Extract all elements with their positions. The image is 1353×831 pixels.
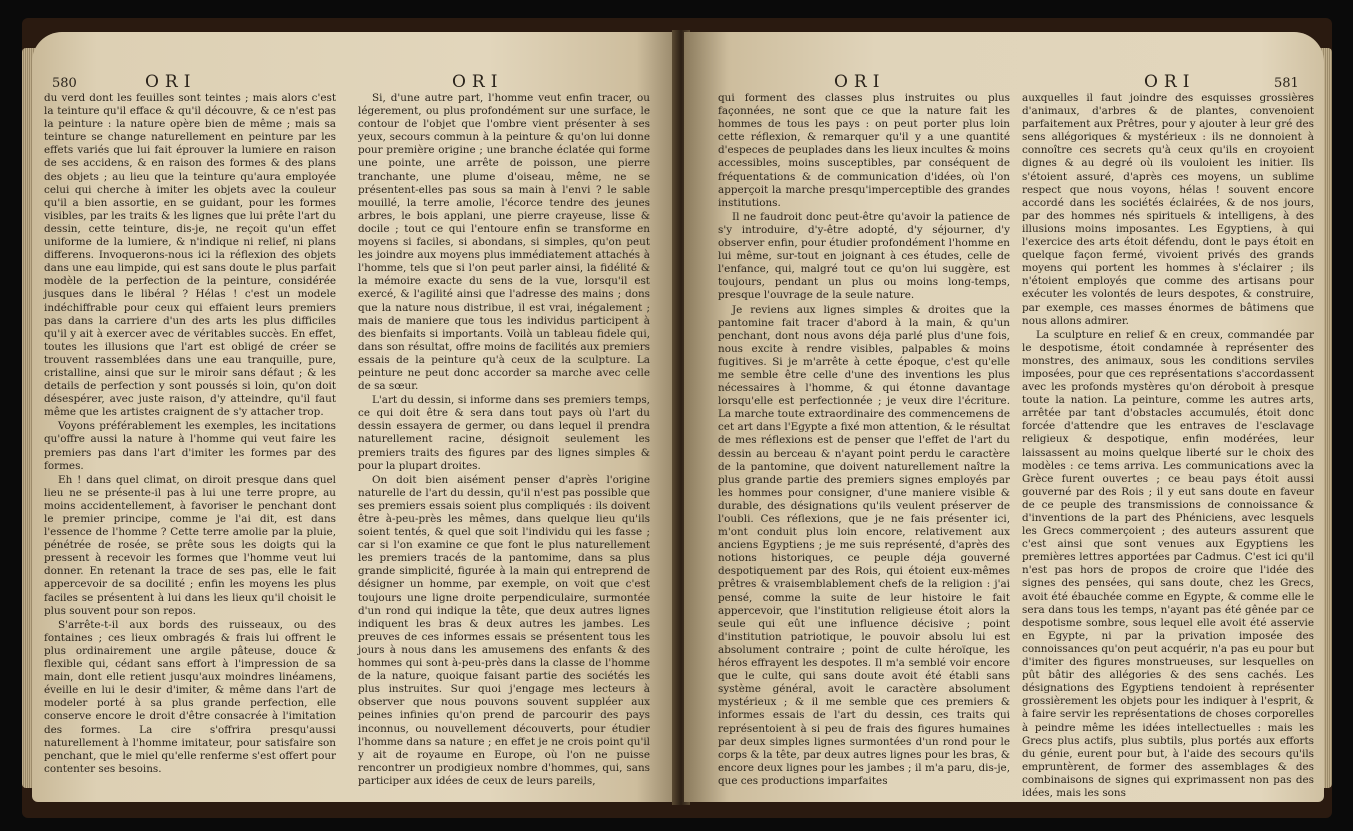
paragraph: Si, d'une autre part, l'homme veut enfin tracer, ou légerement, ou plus profondément sur une surface, le contour de l'objet que l'ombre vient présenter à ses yeux, secours commun à la peinture & qu'on lui donne pour première origine ; une branche éclatée qui forme une pointe, une arrête de poisson, une pierre tranchante, une plume d'oiseau, même, ne se présentent-elles pas sous sa main à l'envi ? le sable mouillé, la terre amolie, l'écorce tendre des jeunes arbres, le bois applani, une pierre crayeuse, lisse & docile ; tout ce qui l'entoure enfin se transforme en moyens si faciles, si abondans, si simples, qu'on peut les joindre aux moyens plus immédiatement attachés à l'homme, tels que si l'on peut parler ainsi, la fidélité & la mémoire exacte du sens de la vue, lorsqu'il est exercé, & l'agilité ainsi que l'adresse des mains ; dons que la nature nous distribue, il est vrai, inégalement ; mais de maniere que tous les individus participent à des bienfaits si importants. Voilà un tableau fidele qui, dans son résultat, offre moins de facilités aux premiers essais de la peinture qu'à ceux de la sculpture. La peinture ne peut donc accorder sa marche avec celle de sa sœur. bbox=[358, 92, 650, 393]
right-page bbox=[684, 32, 1324, 802]
right-page-number: 581 bbox=[1274, 76, 1299, 91]
right-column-2 bbox=[1022, 92, 1314, 799]
paragraph: La sculpture en relief & en creux, commandée par le despotisme, étoit condamnée à représenter des monstres, des animaux, sous les conditions serviles imposées, pour que ces représentations s'accordassent avec les profonds mystères qu'on déroboit à presque toute la nation. La peinture, comme les autres arts, arrêtée par tant d'obstacles accumulés, étoit donc forcée d'attendre que les entraves de l'esclavage religieux & despotique, enfin modérées, leur laissassent au moins quelque liberté sur le choix des modèles : ce tems arriva. Les communications avec la Grèce furent ouvertes ; ce beau pays étoit aussi gouverné par des Rois ; il y eut sans doute en faveur de ce peuple des transmissions de connoissance & d'inventions de la part des Phéniciens, avec lesquels les Grecs commerçoient ; des auteurs assurent que c'est ainsi que sont venues aux Egyptiens les premières lettres apportées par Cadmus. C'est ici qu'il n'est pas hors de propos de croire que l'idée des signes des pensées, qui sans doute, chez les Grecs, avoit été ébauchée comme en Egypte, & comme elle le sera dans tous les temps, n'ayant pas été gênée par ce despotisme sombre, sous lequel elle avoit été asservie en Egypte, ni par la privation imposée des connoissances qu'on peut acquérir, n'a pas eu pour but d'imiter des figures monstrueuses, sur lesquelles on pût bâtir des allégories & des sens cachés. Les désignations des Egyptiens tendoient à représenter grossièrement les objets pour les indiquer à l'esprit, & à faire servir les représentations de choses corporelles à peindre même les idées intellectuelles : mais les Grecs plus actifs, plus subtils, plus portés aux efforts du génie, eurent pour but, à l'aide des secours qu'ils empruntèrent, de former des assemblages & des combinaisons de signes qui exprimassent non pas des idées, mais les sons bbox=[1022, 328, 1314, 799]
right-running-head-col1: ORI bbox=[834, 72, 886, 92]
paragraph: auxquelles il faut joindre des esquisses grossières d'animaux, d'arbres & de plantes, convenoient parfaitement aux Prêtres, pour y ajouter à leur gré des sens allégoriques & mystérieux : ils ne donnoient à connoître ces secrets qu'à ceux qu'ils en croyoient dignes & au degré où ils vouloient les initier. Ils s'étoient assuré, d'après ces moyens, un sublime respect que nous voyons, hélas ! souvent encore accordé dans les sociétés éclairées, & de nos jours, par des hommes nés spirituels & intelligens, à des illusions moins imposantes. Les Egyptiens, à qui l'exercice des arts étoit défendu, dont le pays étoit en quelque façon fermé, vivoient privés des grands moyens qui portent les hommes à s'éclairer ; ils n'étoient employés que comme des artisans pour exécuter les volontés de leurs despotes, & construire, par exemple, ces masses énormes de bâtimens que nous allons admirer. bbox=[1022, 92, 1314, 327]
paragraph: Eh ! dans quel climat, on diroit presque dans quel lieu ne se présente-il pas à lui une terre propre, au moins accidentellement, à favoriser le penchant dont le premier principe, comme je l'ai dit, est dans l'essence de l'homme ? Cette terre amolie par la pluie, pénétrée de rosée, se prête sous les doigts qui la pressent à recevoir les formes que l'homme veut lui donner. En retenant la trace de ses pas, elle le fait appercevoir de sa docilité ; enfin les moyens les plus faciles se présentent à lui dans les lieux qu'il choisit le plus souvent pour son repos. bbox=[44, 473, 336, 617]
right-running-head-col2: ORI bbox=[1144, 72, 1196, 92]
paragraph: Voyons préférablement les exemples, les incitations qu'offre aussi la nature à l'homme qui veut faire les premiers pas dans l'art d'imiter les formes par des formes. bbox=[44, 420, 336, 472]
right-column-1 bbox=[718, 92, 1010, 787]
paragraph: S'arrête-t-il aux bords des ruisseaux, ou des fontaines ; ces lieux ombragés & frais lui offrent le plus ordinairement une argile pâteuse, douce & flexible qui, cédant sans effort à l'impression de sa main, dont elle retient jusqu'aux moindres linéamens, éveille en lui le desir d'imiter, & même dans l'art de modeler porté à sa plus grande perfection, elle conserve encore le droit d'être consacrée à l'imitation des formes. La cire s'offrira presqu'aussi naturellement à l'homme imitateur, pour satisfaire son penchant, que le miel qu'elle renferme s'est offert pour contenter ses besoins. bbox=[44, 618, 336, 775]
left-column-2 bbox=[358, 92, 650, 787]
left-running-head-col2: ORI bbox=[452, 72, 504, 92]
paragraph: Il ne faudroit donc peut-être qu'avoir la patience de s'y introduire, d'y-être adopté, d'y séjourner, d'y observer enfin, pour étudier profondément l'homme en lui même, sur-tout en joignant à ces études, celle de l'enfance, qui, malgré tout ce qu'on lui suggère, est toujours, pendant un plus ou moins long-temps, presque l'ouvrage de la seule nature. bbox=[718, 210, 1010, 302]
paragraph: du verd dont les feuilles sont teintes ; mais alors c'est la teinture qu'il efface & qu'il découvre, & ce n'est pas la peinture : la nature opère bien de même ; mais sa teinture se change naturellement en peinture par les effets variés que lui fait éprouver la lumiere en raison de ses accidens, & en raison des formes & des plans des objets ; au lieu que la teinture qu'aura employée celui qui cherche à imiter les objets avec la couleur qu'il a bien assortie, en se guidant, pour les formes visibles, par les traits & les lignes que lui prête l'art du dessin, cette teinture, dis-je, ne reçoit qu'un effet uniforme de la lumiere, & n'indique ni relief, ni plans differens. Invoquerons-nous ici la réflexion des objets dans une eau limpide, qui est sans doute le plus parfait modèle de la perfection de la peinture, considérée jusques dans le libéral ? Hélas ! c'est un modele indéchiffrable pour ceux qui effaient leurs premiers pas dans la carriere d'un des arts les plus difficiles qu'il y ait à exercer avec de véritables succès. En effet, toutes les illusions que l'art est obligé de créer se trouvent rassemblées dans une eau tranquille, pure, cristalline, ainsi que sur le miroir sans défaut ; & les details de perfection y sont poussés si loin, qu'on doit désespérer, avec juste raison, d'y atteindre, qu'il faut même que les artistes craignent de s'y attacher trop. bbox=[44, 92, 336, 419]
open-book bbox=[22, 18, 1332, 818]
left-column-1 bbox=[44, 92, 336, 782]
paragraph: On doit bien aisément penser d'après l'origine naturelle de l'art du dessin, qu'il n'est pas possible que ses premiers essais soient plus compliqués : ils doivent être à-peu-près les mêmes, dans quelque lieu qu'ils soient tentés, & quel que soit l'individu qui les fasse ; car si l'on examine ce que font le plus naturellement les premiers tracés de la pantomime, dans sa plus grande simplicité, figurée à la main qui entreprend de désigner un homme, par exemple, on voit que c'est toujours une ligne droite perpendiculaire, surmontée d'un rond qui indique la tête, que deux autres lignes indiquent les bras & deux autres les jambes. Les preuves de ces informes essais se présentent tous les jours à nous dans les amusemens des enfants & des hommes qui sont à-peu-près dans la classe de l'homme de la nature, quoique faisant partie des sociétés les plus instruites. Sur quoi j'engage mes lecteurs à observer que nous pouvons souvent suppléer aux peines infinies qu'on prend de parcourir des pays inconnus, ou nouvellement découverts, pour étudier l'homme dans sa nature ; en effet je ne crois point qu'il y ait de royaume en Europe, où l'on ne puisse rencontrer un prodigieux nombre d'hommes, qui, sans participer aux idées de ceux de leurs pareils, bbox=[358, 473, 650, 787]
left-page bbox=[32, 32, 682, 802]
left-page-number: 580 bbox=[52, 76, 77, 91]
paragraph: Je reviens aux lignes simples & droites que la pantomine fait tracer d'abord à la main, & qu'un penchant, dont nous avons déja parlé plus d'une fois, nous excite à rendre visibles, palpables & moins fugitives. Si je m'arrête à cette époque, c'est qu'elle me semble être celle d'une des inventions les plus nécessaires à l'homme, & qui étonne davantage lorsqu'elle est perfectionnée ; je veux dire l'écriture. La marche toute extraordinaire des commencemens de cet art dans l'Egypte a fixé mon attention, & le résultat de mes réflexions est de penser que l'effet de l'art du dessin au berceau & n'ayant point perdu le caractère de la pantomine, que doivent naturellement naître la plus grande partie des premiers signes employés par les hommes pour consigner, d'une maniere visible & durable, des désignations qu'ils veulent préserver de l'oubli. Ces réflexions, que je ne fais présenter ici, m'ont conduit plus loin encore, relativement aux anciens Egyptiens ; je me suis représenté, d'après des notions historiques, ce peuple déja gouverné despotiquement par des Rois, qui étoient eux-mêmes prêtres & vraisemblablement chefs de la religion : j'ai pensé, comme la suite de leur histoire le fait appercevoir, que l'institution religieuse étoit alors la seule qui eût une influence décisive ; point d'institution patriotique, le pouvoir absolu lui est absolument contraire ; point de culte héroïque, les héros effrayent les despotes. Il m'a semblé voir encore que le culte, qui sans doute avoit été établi sans système général, avoit le caractère absolument mystérieux ; & il me semble que ces premiers & informes essais de l'art du dessin, ces traits qui représentoient à si peu de frais des figures humaines par deux simples lignes surmontées d'un rond pour le corps & la tête, par deux autres lignes pour les bras, & encore deux lignes pour les jambes ; il m'a paru, dis-je, que ces productions imparfaites bbox=[718, 303, 1010, 787]
paragraph: L'art du dessin, si informe dans ses premiers temps, ce qui doit être & sera dans tout pays où l'art du dessin essayera de germer, ou dans lequel il prendra naturellement racine, désignoit seulement les premiers traits des figures par des lignes simples & pour la plupart droites. bbox=[358, 394, 650, 472]
paragraph: qui forment des classes plus instruites ou plus façonnées, ne sont que ce que la nature fait les hommes de tous les pays : on peut porter plus loin cette réflexion, & remarquer qu'il y a une quantité d'especes de peuplades dans les lieux incultes & moins accessibles, moins susceptibles, par conséquent de fréquentations & de communication d'idées, où l'on apperçoit la marche presqu'imperceptible des grandes institutions. bbox=[718, 92, 1010, 209]
left-running-head-col1: ORI bbox=[145, 72, 197, 92]
